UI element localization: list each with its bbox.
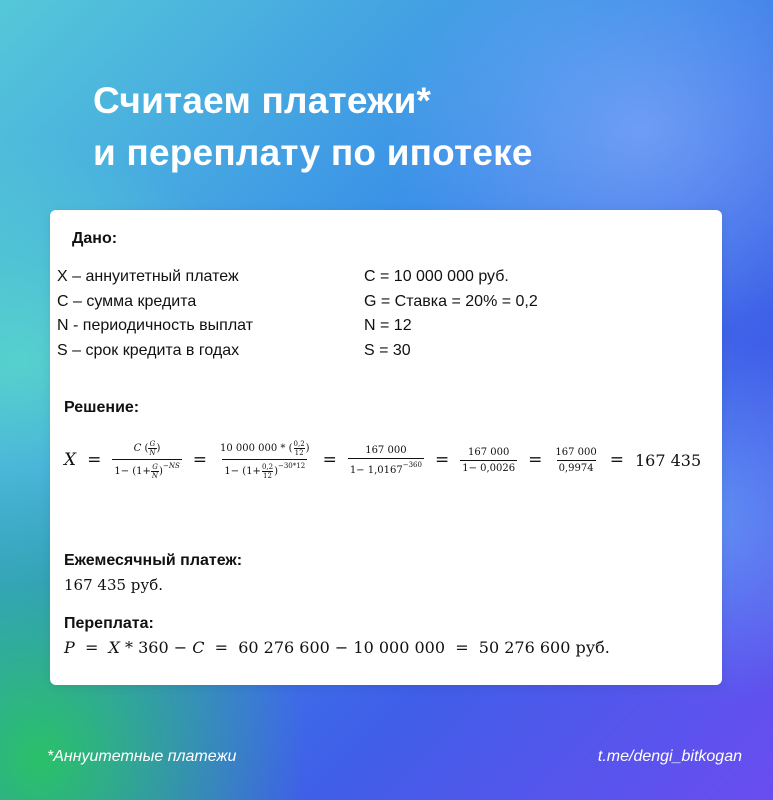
monthly-payment-title: Ежемесячный платеж:: [64, 552, 243, 569]
formula-num-prefix: 10 000 000 * (: [220, 443, 293, 454]
formula-rate: 0,2: [293, 440, 305, 448]
given-value: N = 12: [364, 317, 412, 335]
given-row: [57, 314, 697, 339]
formula-exponent: −360: [402, 460, 422, 469]
formula-period: 12: [294, 449, 304, 457]
formula-exponent: −NS: [162, 462, 180, 470]
overpayment-x: X: [108, 638, 120, 657]
formula-g: G: [152, 463, 158, 471]
formula-fraction-5: [553, 447, 598, 474]
formula-rate: 0,2: [261, 463, 274, 471]
formula-den-suffix: ): [274, 466, 278, 477]
footnote: *Аннуитетные платежи: [47, 748, 237, 765]
formula-lhs: X: [64, 450, 77, 470]
formula-fraction-2: [218, 440, 312, 480]
overpayment-calculation: 60 276 600 − 10 000 000: [238, 638, 446, 657]
headline-line-2: и переплату по ипотеке: [93, 132, 533, 173]
overpayment-p: P: [64, 638, 75, 657]
given-list: [57, 265, 697, 363]
given-label: C – сумма кредита: [57, 292, 197, 310]
formula-n: N: [151, 472, 159, 480]
formula-n: N: [149, 449, 156, 457]
overpayment-c: C: [192, 638, 205, 657]
given-row: [57, 265, 697, 290]
formula-fraction-1: C ( $\frac{G}{N}$ ) 1− (1+ $\frac{G}{N}$ )$^{-NS}$: [114, 440, 180, 480]
equals-sign: =: [434, 450, 450, 470]
overpayment-title: Переплата:: [64, 615, 154, 632]
given-label: X – аннуитетный платеж: [57, 268, 239, 286]
overpayment-formula: [64, 638, 610, 657]
given-row: [57, 339, 697, 364]
formula-numerator: 167 000: [365, 444, 407, 456]
calculation-card: [50, 210, 722, 685]
given-value: G = Ставка = 20% = 0,2: [364, 292, 538, 310]
telegram-link[interactable]: t.me/dengi_bitkogan: [597, 748, 742, 765]
solution-title: Решение:: [64, 399, 140, 416]
formula-den-suffix: ): [159, 466, 163, 477]
formula-numerator: 167 000: [468, 446, 510, 458]
given-label: N - периодичность выплат: [57, 317, 254, 335]
annuity-formula: [64, 435, 714, 485]
equals-sign: =: [87, 450, 102, 470]
formula-denominator: 1− 1,0167: [349, 464, 403, 476]
given-value: S = 30: [364, 341, 411, 359]
formula-den-prefix: 1− (1+: [114, 466, 151, 477]
formula-period: 12: [263, 472, 272, 480]
headline: [93, 75, 533, 179]
headline-line-1: Считаем платежи*: [93, 80, 432, 121]
equals-sign: =: [84, 638, 99, 657]
given-value: C = 10 000 000 руб.: [364, 268, 509, 286]
given-label: S – срок кредита в годах: [57, 341, 240, 359]
equals-sign: =: [609, 450, 624, 470]
formula-c: C: [133, 443, 142, 454]
formula-fraction-3: [348, 445, 424, 476]
equals-sign: =: [322, 450, 337, 470]
given-title: Дано:: [72, 230, 118, 247]
equals-sign: =: [192, 450, 207, 470]
formula-den-prefix: 1− (1+: [224, 466, 261, 477]
formula-g: G: [149, 440, 156, 448]
equals-sign: =: [455, 638, 469, 657]
overpayment-result: 50 276 600 руб.: [478, 638, 610, 657]
equals-sign: =: [214, 638, 229, 657]
formula-numerator: 167 000: [555, 446, 597, 458]
formula-exponent: −30*12: [277, 462, 306, 470]
formula-denominator: 0,9974: [557, 460, 596, 474]
monthly-payment-value: 167 435 руб.: [64, 576, 164, 594]
formula-fraction-4: [460, 447, 517, 474]
given-row: [57, 290, 697, 315]
formula-num-suffix: ): [305, 443, 310, 454]
overpayment-expression: * 360 −: [125, 638, 188, 657]
formula-denominator: 1− 0,0026: [460, 460, 517, 474]
equals-sign: =: [528, 450, 543, 470]
formula-result: 167 435: [635, 450, 702, 470]
